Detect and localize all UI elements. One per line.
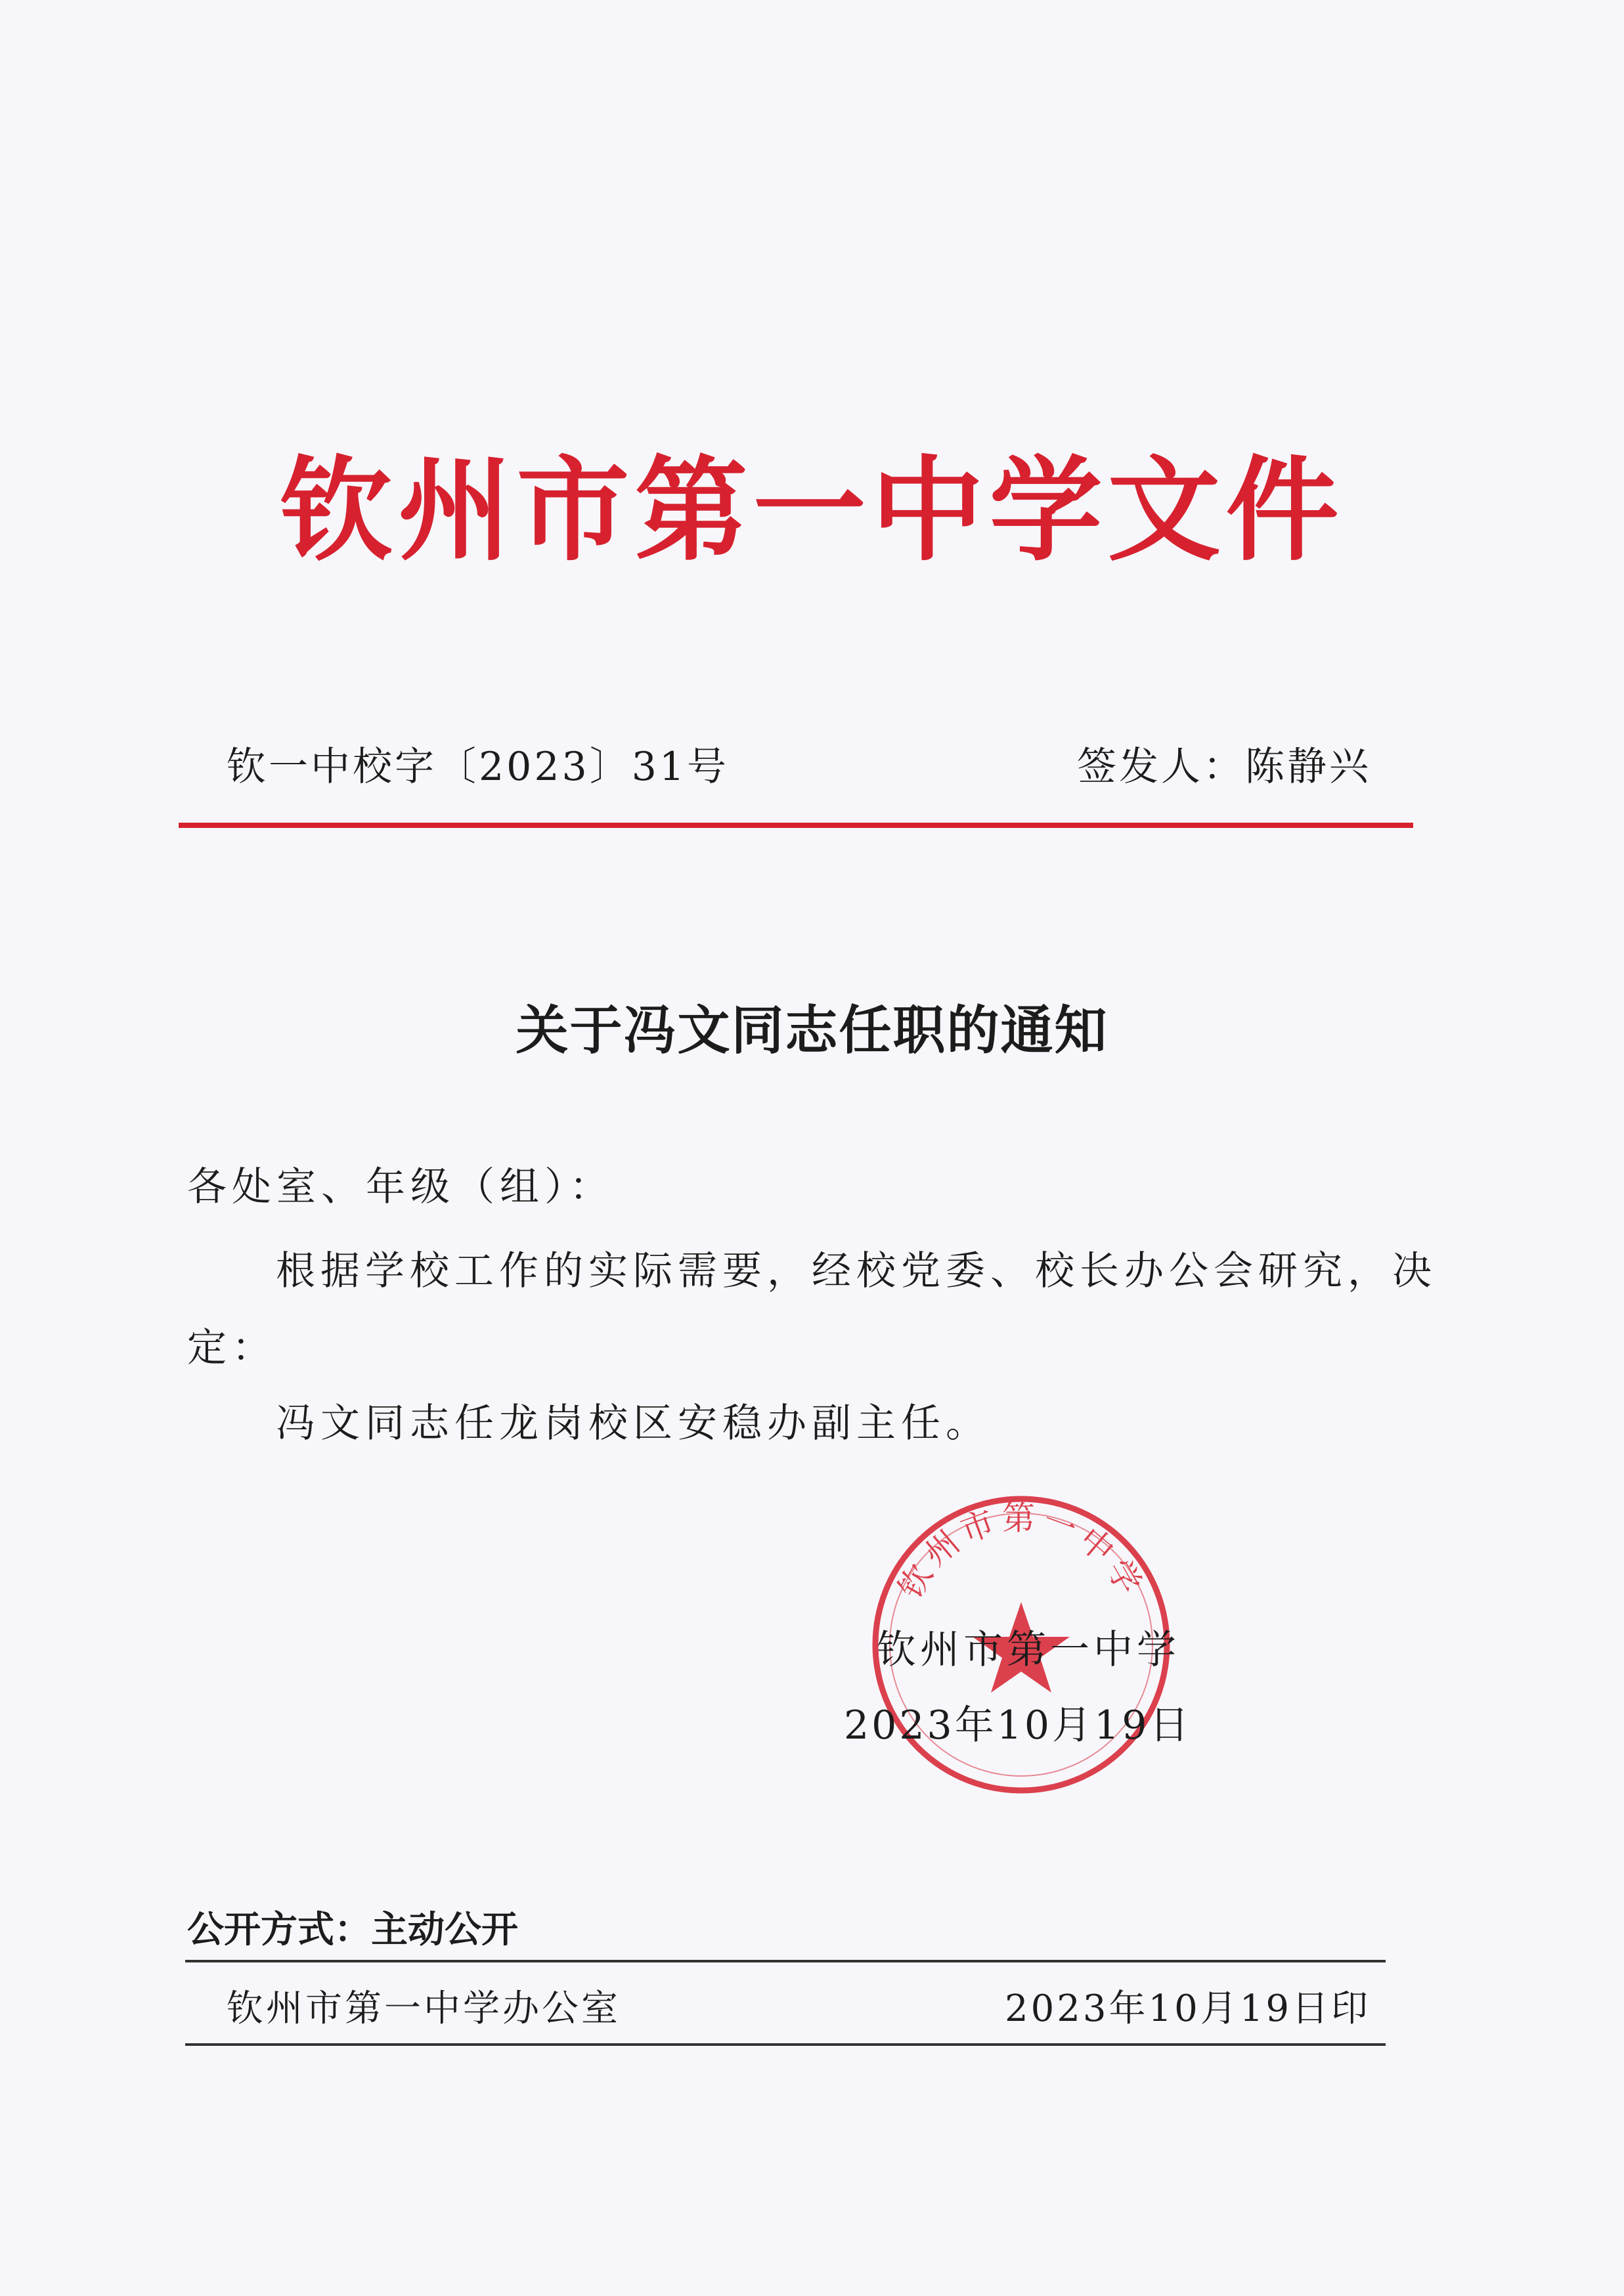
signature-date: 2023年10月19日 (844, 1702, 1192, 1748)
red-divider (179, 823, 1413, 828)
signature-organization: 钦州市第一中学 (877, 1627, 1180, 1673)
signer: 签发人：陈静兴 (1077, 744, 1371, 790)
footer-top-rule (185, 1960, 1386, 1962)
footer-organization: 钦州市第一中学办公室 (227, 1987, 621, 2030)
footer-bottom-rule (185, 2043, 1386, 2046)
document-header-title: 钦州市第一中学文件 (280, 443, 1344, 576)
document-number: 钦一中校字〔2023〕31号 (227, 744, 730, 790)
body-paragraph-1: 根据学校工作的实际需要，经校党委、校长办公会研究，决 (276, 1248, 1437, 1294)
notice-title: 关于冯文同志任职的通知 (516, 999, 1108, 1061)
svg-text:钦州市第一中学: 钦州市第一中学 (891, 1499, 1151, 1605)
salutation: 各处室、年级（组）： (187, 1164, 614, 1210)
body-paragraph-1-continued: 定： (187, 1325, 276, 1371)
body-paragraph-2: 冯文同志任龙岗校区安稳办副主任。 (276, 1400, 990, 1446)
footer-print-date: 2023年10月19日印 (1005, 1987, 1371, 2030)
disclosure-method: 公开方式：主动公开 (187, 1908, 518, 1951)
